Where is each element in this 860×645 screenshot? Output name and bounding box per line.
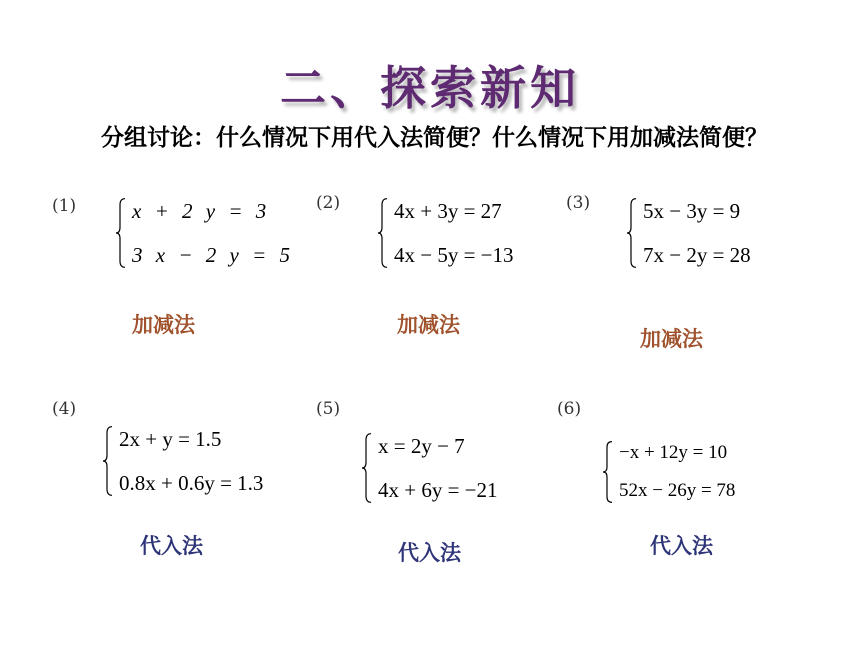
equation-system-3 xyxy=(627,198,751,268)
system-number-6: (6) xyxy=(557,399,582,419)
equation-3a: 5x − 3y = 9 xyxy=(643,199,741,223)
brace-icon xyxy=(603,441,613,503)
brace-icon xyxy=(103,426,113,496)
brace-icon xyxy=(378,198,388,268)
equation-4a: 2x + y = 1.5 xyxy=(119,427,222,451)
brace-icon xyxy=(116,198,126,268)
equation-1b: 3 x − 2 y = 5 xyxy=(132,243,294,267)
discussion-question: 分组讨论：什么情况下用代入法简便？什么情况下用加减法简便？ xyxy=(101,125,768,151)
equation-1a: x + 2 y = 3 xyxy=(132,199,271,223)
method-label-2: 加减法 xyxy=(397,313,460,337)
equation-5a: x = 2y − 7 xyxy=(378,434,465,458)
equation-system-4 xyxy=(103,426,263,496)
equation-6a: −x + 12y = 10 xyxy=(619,442,728,463)
equation-3b: 7x − 2y = 28 xyxy=(643,243,751,267)
equation-2b: 4x − 5y = −13 xyxy=(394,243,514,267)
method-label-4: 代入法 xyxy=(140,534,203,558)
method-label-1: 加减法 xyxy=(132,313,195,337)
method-label-3: 加减法 xyxy=(640,327,703,351)
equation-system-5 xyxy=(362,433,498,503)
system-number-1: (1) xyxy=(52,196,77,216)
equation-2a: 4x + 3y = 27 xyxy=(394,199,502,223)
system-number-5: (5) xyxy=(316,399,341,419)
system-number-3: (3) xyxy=(566,193,591,213)
brace-icon xyxy=(627,198,637,268)
equation-4b: 0.8x + 0.6y = 1.3 xyxy=(119,471,264,495)
equation-system-2 xyxy=(378,198,514,268)
equation-system-1 xyxy=(116,198,294,268)
system-number-4: (4) xyxy=(52,399,77,419)
method-label-5: 代入法 xyxy=(398,541,461,565)
equation-5b: 4x + 6y = −21 xyxy=(378,478,498,502)
brace-icon xyxy=(362,433,372,503)
equation-system-6 xyxy=(603,441,735,503)
page-title: 二、探索新知 xyxy=(280,61,580,115)
system-number-2: (2) xyxy=(316,193,341,213)
method-label-6: 代入法 xyxy=(650,534,713,558)
equation-6b: 52x − 26y = 78 xyxy=(619,480,736,501)
